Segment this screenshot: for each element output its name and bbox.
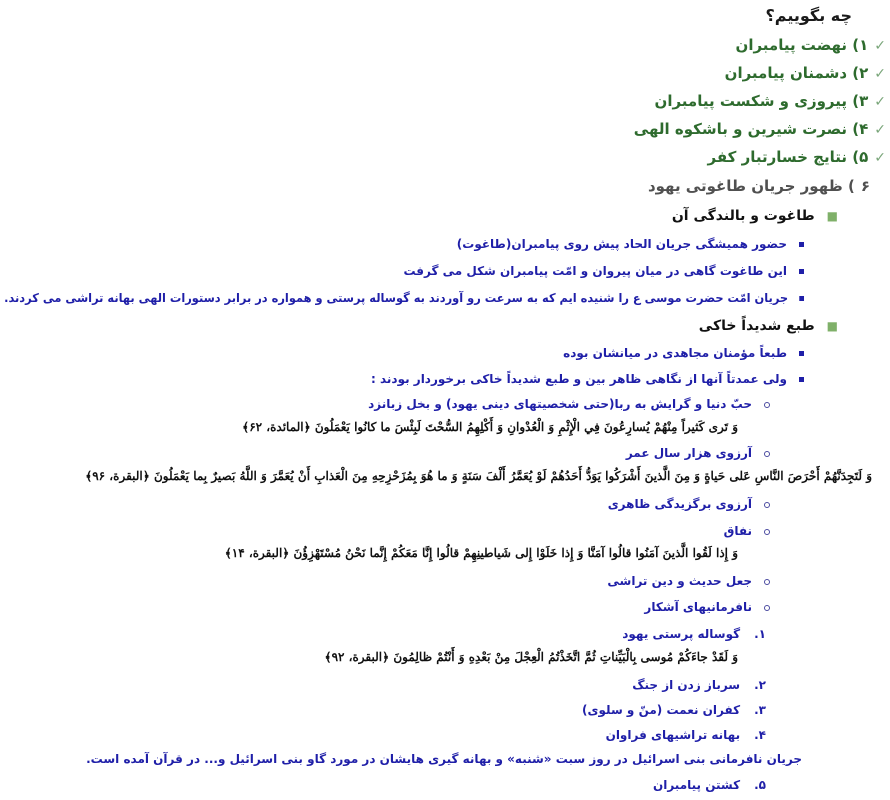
numbered-item xyxy=(606,728,766,742)
square-bullet-icon xyxy=(799,242,804,247)
sub-item xyxy=(607,574,770,588)
item-text: جریان امّت حضرت موسی ع را شنیده ایم که به سرعت رو آوردند به گوساله پرستی و همواره در برابر دستورات الهی بهانه تراشی می کردند. xyxy=(3,291,788,305)
quran-verse: وَ لَقَدْ جاءَكُمْ مُوسى‏ بِالْبَيِّناتِ ثُمَّ اتَّخَذْتُمُ الْعِجْلَ مِنْ بَعْدِهِ وَ أَنْتُمْ ظالِمُونَ ﴿البقرة، ۹۲﴾ xyxy=(324,650,738,664)
bullet-icon: ■ xyxy=(826,319,838,333)
quran-verse: وَ لَتَجِدَنَّهُمْ أَحْرَصَ النَّاسِ عَلى‏ حَياةٍ وَ مِنَ الَّذينَ أَشْرَكُوا يَوَدُّ أَحَدُهُمْ لَوْ يُعَمَّرُ أَلْفَ سَنَةٍ وَ ما هُوَ بِمُزَحْزِحِهِ مِنَ الْعَذابِ أَنْ يُعَمَّرَ وَ اللَّهُ بَصيرٌ بِما يَعْمَلُونَ ﴿البقرة، ۹۶﴾ xyxy=(85,469,872,483)
topic-2 xyxy=(725,64,886,82)
item-text: آرزوی هزار سال عمر xyxy=(625,446,752,460)
sub-item xyxy=(644,600,770,614)
numbered-item xyxy=(632,678,766,692)
item-text: کشتن پیامبران xyxy=(652,778,741,792)
topic-number: ۶) xyxy=(847,177,870,195)
item-text: حضور همیشگی جریان الحاد پیش روی پیامبران(طاغوت) xyxy=(456,237,787,251)
sub-item xyxy=(368,397,770,411)
topic-label: نصرت شیرین و باشکوه الهی xyxy=(633,120,848,138)
sub-item xyxy=(626,446,770,460)
item-text: کفران نعمت (منّ و سلوی) xyxy=(582,703,741,717)
topic-3 xyxy=(655,92,886,110)
circle-bullet-icon xyxy=(764,529,770,535)
list-item xyxy=(371,372,804,386)
item-text: حبّ دنیا و گرایش به ربا(حتی شخصیتهای دینی یهود) و بخل زبانزد xyxy=(368,397,752,411)
circle-bullet-icon xyxy=(764,579,770,585)
list-item xyxy=(403,264,804,278)
list-item xyxy=(457,237,804,251)
item-number: ۵. xyxy=(754,778,766,792)
item-text: بهانه تراشیهای فراوان xyxy=(605,728,741,742)
topic-number: ۳) xyxy=(852,92,869,110)
item-number: ۲. xyxy=(754,678,766,692)
check-icon: ✓ xyxy=(874,94,886,110)
circle-bullet-icon xyxy=(764,502,770,508)
quran-verse: وَ تَرى‏ كَثيراً مِنْهُمْ يُسارِعُونَ فِي الْإِثْمِ وَ الْعُدْوانِ وَ أَكْلِهِمُ السُّحْتَ لَبِئْسَ ما كانُوا يَعْمَلُونَ ﴿المائدة، ۶۲﴾ xyxy=(242,420,738,434)
check-icon: ✓ xyxy=(874,66,886,82)
section-title: طاغوت و بالندگی آن xyxy=(671,208,815,224)
topic-number: ۵) xyxy=(852,148,869,166)
section-heading-taghut xyxy=(672,208,838,224)
circle-bullet-icon xyxy=(764,605,770,611)
square-bullet-icon xyxy=(799,269,804,274)
item-text: نافرمانیهای آشکار xyxy=(644,600,752,614)
topic-6 xyxy=(648,177,870,195)
item-text: ولی عمدتاً آنها از نگاهی ظاهر بین و طبع شدیداً خاکی برخوردار بودند : xyxy=(371,372,787,386)
numbered-item xyxy=(582,703,766,717)
numbered-item xyxy=(622,627,766,641)
square-bullet-icon xyxy=(799,351,804,356)
topic-label: پیروزی و شکست پیامبران xyxy=(654,92,848,110)
item-number: ۳. xyxy=(754,703,766,717)
numbered-item xyxy=(653,778,766,792)
topic-label: دشمنان پیامبران xyxy=(724,64,848,82)
topic-4 xyxy=(634,120,886,138)
list-item xyxy=(4,291,804,305)
item-number: ۱. xyxy=(754,627,766,641)
topic-label: نتایج خسارتبار کفر xyxy=(707,148,848,166)
topic-5 xyxy=(708,148,886,166)
check-icon: ✓ xyxy=(874,122,886,138)
sub-item xyxy=(608,497,770,511)
square-bullet-icon xyxy=(799,377,804,382)
topic-label: نهضت پیامبران xyxy=(735,36,848,54)
topic-number: ۴) xyxy=(852,120,869,138)
item-text: طبعاً مؤمنان مجاهدی در میانشان بوده xyxy=(563,346,787,360)
topic-number: ۱) xyxy=(852,36,869,54)
item-text: آرزوی برگزیدگی ظاهری xyxy=(607,497,752,511)
circle-bullet-icon xyxy=(764,402,770,408)
list-item xyxy=(563,346,804,360)
item-text: سرباز زدن از جنگ xyxy=(632,678,741,692)
section-title: طبع شدیداً خاکی xyxy=(698,318,815,334)
item-number: ۴. xyxy=(754,728,766,742)
page-title: چه بگوییم؟ xyxy=(765,6,852,25)
topic-number: ۲) xyxy=(852,64,869,82)
note-text: جریان نافرمانی بنی اسرائیل در روز سبت «شنبه» و بهانه گیری هایشان در مورد گاو بنی اسرائیل و... در قرآن آمده است. xyxy=(86,752,802,766)
check-icon: ✓ xyxy=(874,150,886,166)
sub-item xyxy=(724,524,770,538)
item-text: گوساله پرستی یهود xyxy=(622,627,741,641)
circle-bullet-icon xyxy=(764,451,770,457)
item-text: نفاق xyxy=(723,524,752,538)
topic-label: ظهور جریان طاغوتی یهود xyxy=(647,177,843,195)
bullet-icon: ■ xyxy=(826,209,838,223)
check-icon: ✓ xyxy=(874,38,886,54)
square-bullet-icon xyxy=(799,296,804,301)
item-text: این طاغوت گاهی در میان پیروان و امّت پیامبران شکل می گرفت xyxy=(403,264,787,278)
section-heading-khaki xyxy=(699,318,838,334)
item-text: جعل حدیث و دین تراشی xyxy=(607,574,752,588)
topic-1 xyxy=(736,36,886,54)
quran-verse: وَ إِذا لَقُوا الَّذينَ آمَنُوا قالُوا آمَنَّا وَ إِذا خَلَوْا إِلى‏ شَياطينِهِمْ قالُوا إِنَّا مَعَكُمْ إِنَّما نَحْنُ مُسْتَهْزِؤُنَ ﴿البقرة، ۱۴﴾ xyxy=(224,546,738,560)
